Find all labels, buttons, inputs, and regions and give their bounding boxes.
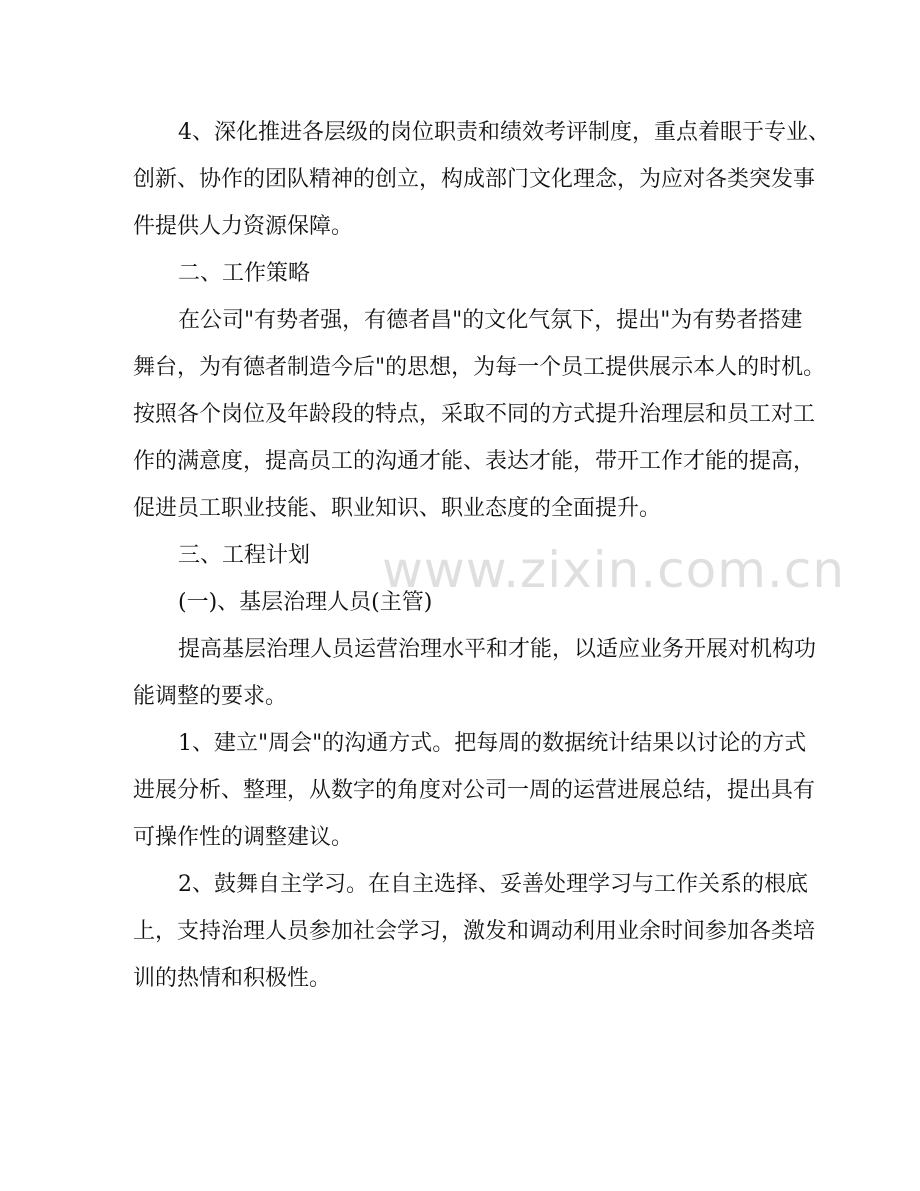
section-heading: 二、工作策略 (178, 261, 311, 286)
watermark: www.zixin.com.cn (382, 541, 846, 599)
text-line: 创新、协作的团队精神的创立，构成部门文化理念，为应对各类突发事 (133, 167, 816, 192)
text-line: 可操作性的调整建议。 (133, 825, 354, 850)
text-line: 件提供人力资源保障。 (133, 214, 354, 239)
text-line: 1、建立"周会"的沟通方式。把每周的数据统计结果以讨论的方式 (178, 731, 807, 756)
subsection-heading: (一)、基层治理人员(主管) (178, 590, 433, 615)
text-line: 舞台，为有德者制造今后"的思想，为每一个员工提供展示本人的时机。 (133, 355, 826, 380)
text-line: 促进员工职业技能、职业知识、职业态度的全面提升。 (133, 496, 662, 521)
text-line: 提高基层治理人员运营治理水平和才能，以适应业务开展对机构功 (178, 637, 817, 662)
text-line: 能调整的要求。 (133, 684, 288, 709)
text-line: 上，支持治理人员参加社会学习，激发和调动利用业余时间参加各类培 (133, 919, 816, 944)
text-line: 按照各个岗位及年龄段的特点，采取不同的方式提升治理层和员工对工 (133, 402, 816, 427)
text-line: 2、鼓舞自主学习。在自主选择、妥善处理学习与工作关系的根底 (178, 872, 808, 897)
text-line: 训的热情和积极性。 (133, 966, 332, 991)
text-line: 在公司"有势者强，有德者昌"的文化气氛下，提出"为有势者搭建 (178, 308, 803, 333)
section-heading: 三、工程计划 (178, 543, 311, 568)
text-line: 4、深化推进各层级的岗位职责和绩效考评制度，重点着眼于专业、 (178, 120, 830, 145)
text-line: 进展分析、整理，从数字的角度对公司一周的运营进展总结，提出具有 (133, 778, 816, 803)
text-line: 作的满意度，提高员工的沟通才能、表达才能，带开工作才能的提高， (133, 449, 816, 474)
